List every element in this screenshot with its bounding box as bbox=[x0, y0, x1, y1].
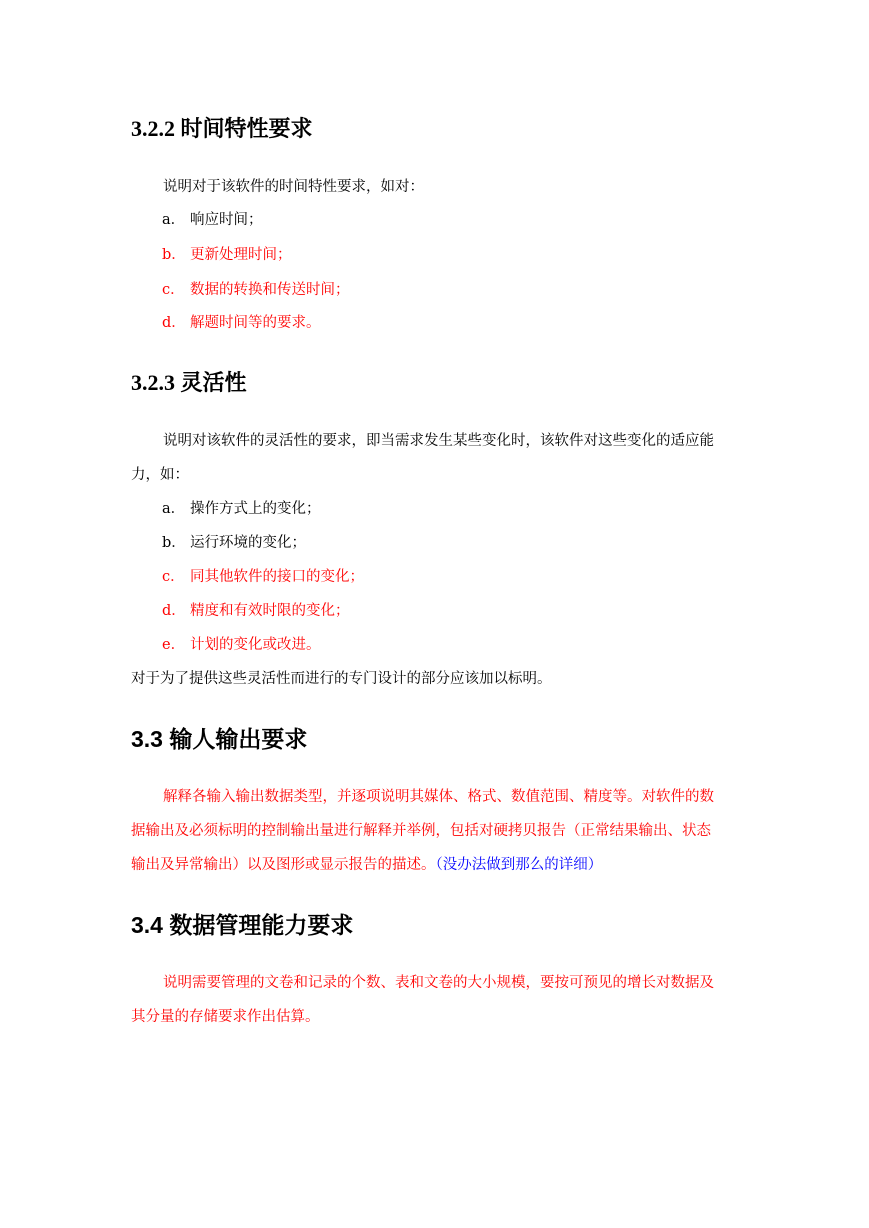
list-item-text: 同其他软件的接口的变化； bbox=[190, 569, 364, 585]
list-item bbox=[162, 313, 321, 333]
list-marker: d． bbox=[162, 603, 186, 619]
list-item-text: 计划的变化或改进。 bbox=[190, 637, 321, 653]
s322-intro: 说明对于该软件的时间特性要求，如对： bbox=[163, 179, 424, 195]
list-item bbox=[162, 499, 321, 519]
list-marker: c． bbox=[162, 282, 185, 298]
list-item bbox=[162, 280, 350, 300]
s323-intro-line2: 力，如： bbox=[131, 467, 189, 483]
list-marker: b． bbox=[162, 247, 186, 263]
section-heading-3-4: 3.4 数据管理能力要求 bbox=[131, 912, 354, 938]
list-item bbox=[162, 567, 364, 587]
list-item bbox=[162, 210, 263, 230]
s34-line2: 其分量的存储要求作出估算。 bbox=[131, 1009, 320, 1025]
list-item bbox=[162, 601, 350, 621]
s33-line1: 解释各输入输出数据类型，并逐项说明其媒体、格式、数值范围、精度等。对软件的数 bbox=[163, 789, 714, 805]
list-item-text: 运行环境的变化； bbox=[190, 535, 306, 551]
list-marker: a． bbox=[162, 212, 186, 228]
list-marker: c． bbox=[162, 569, 185, 585]
s323-intro-line1: 说明对该软件的灵活性的要求，即当需求发生某些变化时，该软件对这些变化的适应能 bbox=[163, 433, 714, 449]
list-item bbox=[162, 533, 306, 553]
s33-line3 bbox=[131, 855, 602, 875]
list-item bbox=[162, 245, 292, 265]
s323-closing: 对于为了提供这些灵活性而进行的专门设计的部分应该加以标明。 bbox=[131, 671, 552, 687]
s33-line2: 据输出及必须标明的控制输出量进行解释并举例，包括对硬拷贝报告（正常结果输出、状态 bbox=[131, 823, 711, 839]
section-heading-3-3: 3.3 输人输出要求 bbox=[131, 726, 308, 752]
list-item bbox=[162, 635, 321, 655]
list-marker: e． bbox=[162, 637, 186, 653]
list-marker: d． bbox=[162, 315, 186, 331]
s34-line1: 说明需要管理的文卷和记录的个数、表和文卷的大小规模，要按可预见的增长对数据及 bbox=[163, 975, 714, 991]
section-heading-3-2-3: 3.2.3 灵活性 bbox=[131, 370, 247, 395]
list-item-text: 响应时间； bbox=[190, 212, 263, 228]
s33-note: （没办法做到那么的详细） bbox=[435, 857, 603, 873]
list-item-text: 更新处理时间； bbox=[190, 247, 292, 263]
list-marker: a． bbox=[162, 501, 186, 517]
list-marker: b． bbox=[162, 535, 186, 551]
list-item-text: 操作方式上的变化； bbox=[190, 501, 321, 517]
list-item-text: 解题时间等的要求。 bbox=[190, 315, 321, 331]
list-item-text: 精度和有效时限的变化； bbox=[190, 603, 350, 619]
s33-line3-text: 输出及异常输出）以及图形或显示报告的描述。 bbox=[131, 857, 436, 873]
list-item-text: 数据的转换和传送时间； bbox=[190, 282, 350, 298]
section-heading-3-2-2: 3.2.2 时间特性要求 bbox=[131, 116, 313, 141]
